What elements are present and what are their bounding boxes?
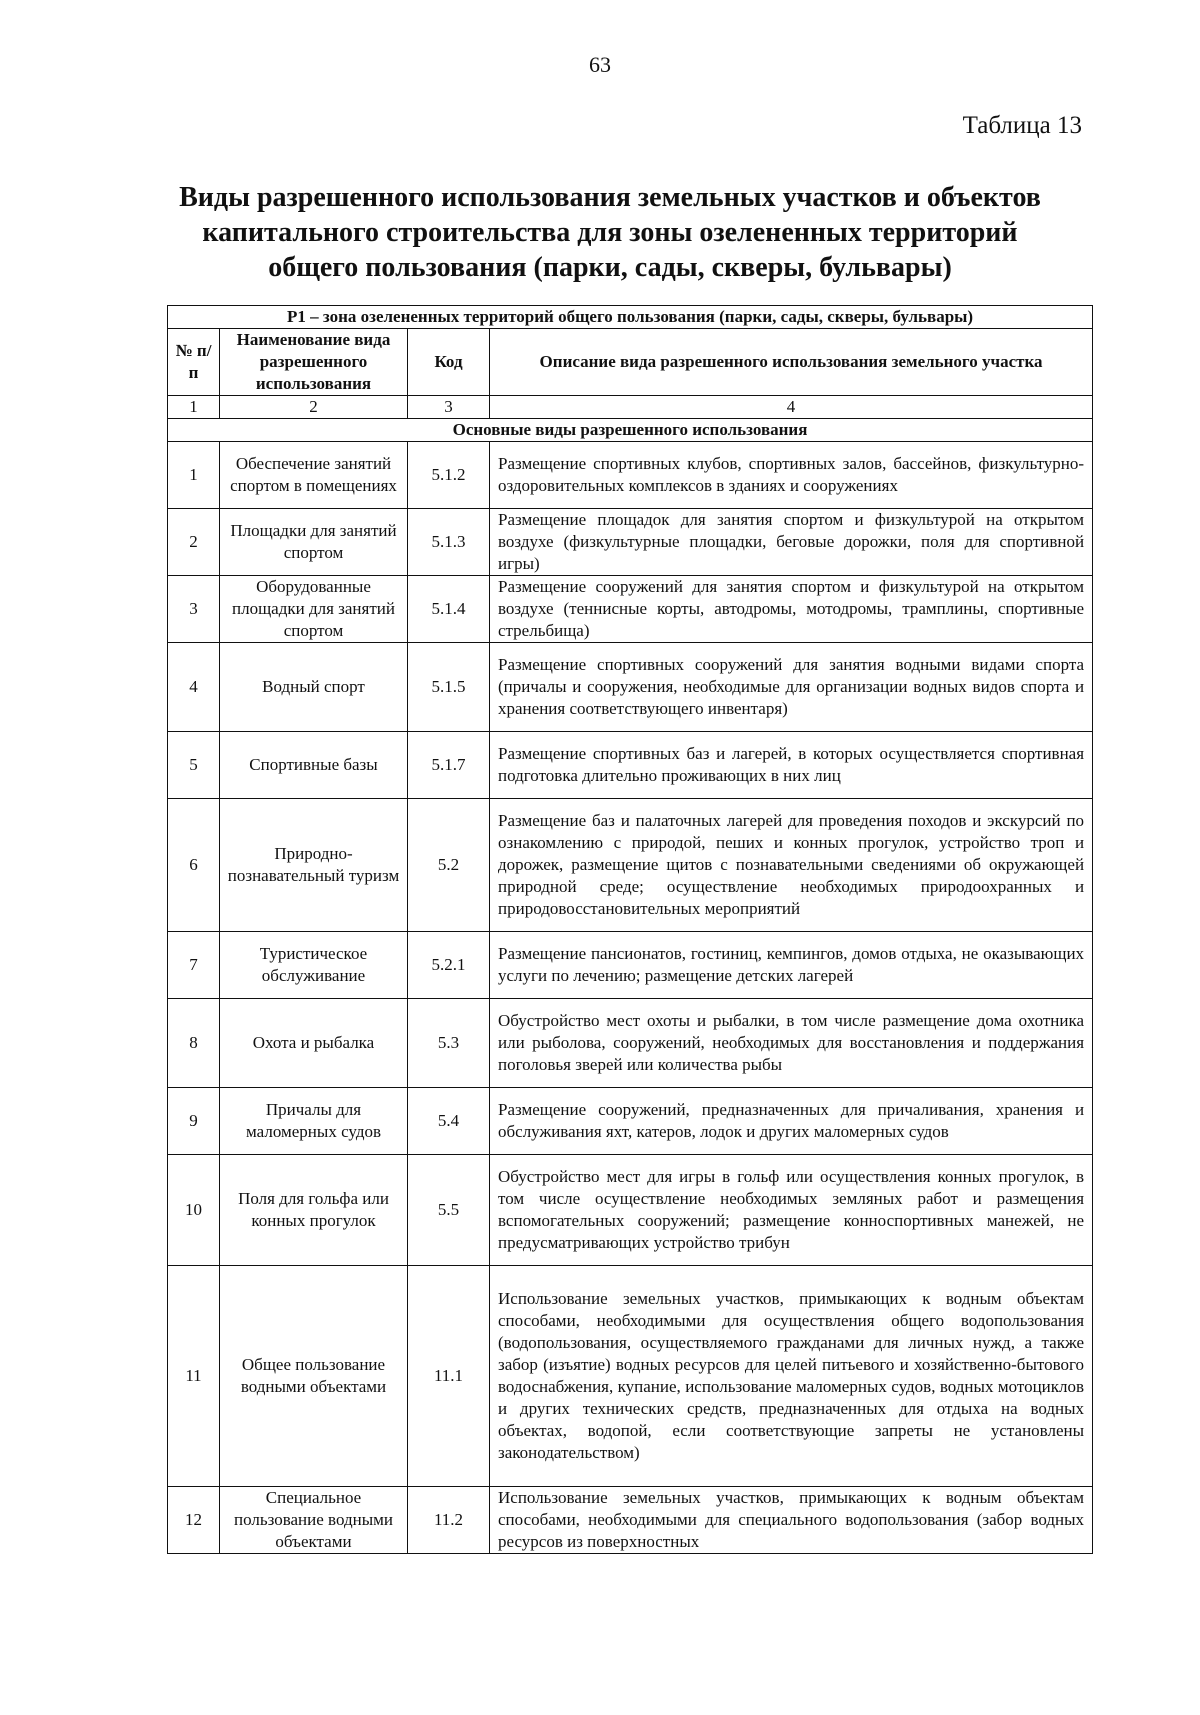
column-numbers-row xyxy=(168,396,1093,419)
table-row xyxy=(168,1088,1093,1155)
title-line: капитального строительства для зоны озелененных территорий xyxy=(202,217,1018,248)
header-code: Код xyxy=(408,329,490,396)
title-line: Виды разрешенного использования земельных участков и объектов xyxy=(179,182,1041,213)
row-description: Использование земельных участков, примыкающих к водным объектам способами, необходимыми для специального водопользования (забор водных ресурсов из поверхностных xyxy=(490,1487,1093,1554)
row-code: 11.2 xyxy=(408,1487,490,1554)
row-number: 1 xyxy=(168,442,220,509)
table-row xyxy=(168,1155,1093,1266)
row-code: 5.2 xyxy=(408,799,490,932)
row-description: Обустройство мест охоты и рыбалки, в том числе размещение дома охотника или рыболова, сооружений, необходимых для восстановления и поддержания поголовья зверей или количества рыбы xyxy=(490,999,1093,1088)
column-number: 1 xyxy=(168,396,220,419)
row-code: 11.1 xyxy=(408,1266,490,1487)
table-row xyxy=(168,932,1093,999)
column-number: 4 xyxy=(490,396,1093,419)
row-description: Размещение спортивных клубов, спортивных залов, бассейнов, физкультурно-оздоровительных комплексов в зданиях и сооружениях xyxy=(490,442,1093,509)
row-code: 5.2.1 xyxy=(408,932,490,999)
section-header-row xyxy=(168,419,1093,442)
row-number: 2 xyxy=(168,509,220,576)
column-number: 3 xyxy=(408,396,490,419)
row-description: Размещение баз и палаточных лагерей для проведения походов и экскурсий по ознакомлению с природой, пеших и конных прогулок, устройство троп и дорожек, размещение щитов с познавательными сведениями об окружающей природной среде; осуществление необходимых природоохранных и природовосстановительных мероприятий xyxy=(490,799,1093,932)
row-code: 5.5 xyxy=(408,1155,490,1266)
row-use-name: Поля для гольфа или конных прогулок xyxy=(220,1155,408,1266)
row-code: 5.1.2 xyxy=(408,442,490,509)
row-number: 11 xyxy=(168,1266,220,1487)
zone-header: Р1 – зона озелененных территорий общего пользования (парки, сады, скверы, бульвары) xyxy=(168,306,1093,329)
document-title xyxy=(150,180,1070,285)
row-number: 12 xyxy=(168,1487,220,1554)
table-row xyxy=(168,576,1093,643)
table-row xyxy=(168,1266,1093,1487)
table-row xyxy=(168,1487,1093,1554)
section-header: Основные виды разрешенного использования xyxy=(168,419,1093,442)
row-description: Использование земельных участков, примыкающих к водным объектам способами, необходимыми для осуществления общего водопользования (водопользования, осуществляемого гражданами для личных нужд, а также забор (изъятие) водных ресурсов для целей питьевого и хозяйственно-бытового водоснабжения, купание, использование маломерных судов, водных мотоциклов и других технических средств, предназначенных для отдыха на водных объектах, водопой, если соответствующие запреты не установлены законодательством) xyxy=(490,1266,1093,1487)
header-number: № п/п xyxy=(168,329,220,396)
row-use-name: Обеспечение занятий спортом в помещениях xyxy=(220,442,408,509)
row-number: 9 xyxy=(168,1088,220,1155)
table-row xyxy=(168,643,1093,732)
row-use-name: Спортивные базы xyxy=(220,732,408,799)
header-name: Наименование вида разрешенного использования xyxy=(220,329,408,396)
row-use-name: Оборудованные площадки для занятий спортом xyxy=(220,576,408,643)
row-code: 5.1.7 xyxy=(408,732,490,799)
column-number: 2 xyxy=(220,396,408,419)
table-header-row xyxy=(168,329,1093,396)
zone-header-row xyxy=(168,306,1093,329)
row-code: 5.4 xyxy=(408,1088,490,1155)
row-code: 5.1.5 xyxy=(408,643,490,732)
row-use-name: Охота и рыбалка xyxy=(220,999,408,1088)
row-number: 10 xyxy=(168,1155,220,1266)
table-row xyxy=(168,799,1093,932)
row-use-name: Природно-познавательный туризм xyxy=(220,799,408,932)
row-description: Размещение спортивных баз и лагерей, в которых осуществляется спортивная подготовка длительно проживающих в них лиц xyxy=(490,732,1093,799)
row-description: Размещение площадок для занятия спортом и физкультурой на открытом воздухе (физкультурные площадки, беговые дорожки, поля для спортивной игры) xyxy=(490,509,1093,576)
header-description: Описание вида разрешенного использования земельного участка xyxy=(490,329,1093,396)
row-code: 5.1.4 xyxy=(408,576,490,643)
row-description: Размещение пансионатов, гостиниц, кемпингов, домов отдыха, не оказывающих услуги по лечению; размещение детских лагерей xyxy=(490,932,1093,999)
table-row xyxy=(168,999,1093,1088)
page-number: 63 xyxy=(589,52,611,77)
row-description: Размещение спортивных сооружений для занятия водными видами спорта (причалы и сооружения, необходимые для организации водных видов спорта и хранения соответствующего инвентаря) xyxy=(490,643,1093,732)
row-number: 7 xyxy=(168,932,220,999)
row-use-name: Водный спорт xyxy=(220,643,408,732)
table-row xyxy=(168,732,1093,799)
row-number: 6 xyxy=(168,799,220,932)
row-number: 8 xyxy=(168,999,220,1088)
row-description: Обустройство мест для игры в гольф или осуществления конных прогулок, в том числе осуществление необходимых земляных работ и размещения вспомогательных сооружений; размещение конноспортивных манежей, не предусматривающих устройство трибун xyxy=(490,1155,1093,1266)
row-description: Размещение сооружений, предназначенных для причаливания, хранения и обслуживания яхт, катеров, лодок и других маломерных судов xyxy=(490,1088,1093,1155)
row-code: 5.1.3 xyxy=(408,509,490,576)
land-use-table xyxy=(167,305,1093,1554)
title-line: общего пользования (парки, сады, скверы, бульвары) xyxy=(268,252,952,283)
row-use-name: Площадки для занятий спортом xyxy=(220,509,408,576)
row-use-name: Туристическое обслуживание xyxy=(220,932,408,999)
row-number: 5 xyxy=(168,732,220,799)
row-use-name: Причалы для маломерных судов xyxy=(220,1088,408,1155)
table-label: Таблица 13 xyxy=(962,112,1082,139)
row-use-name: Специальное пользование водными объектами xyxy=(220,1487,408,1554)
row-number: 3 xyxy=(168,576,220,643)
table-row xyxy=(168,442,1093,509)
row-description: Размещение сооружений для занятия спортом и физкультурой на открытом воздухе (теннисные корты, автодромы, мотодромы, трамплины, спортивные стрельбища) xyxy=(490,576,1093,643)
row-use-name: Общее пользование водными объектами xyxy=(220,1266,408,1487)
row-code: 5.3 xyxy=(408,999,490,1088)
table-row xyxy=(168,509,1093,576)
row-number: 4 xyxy=(168,643,220,732)
